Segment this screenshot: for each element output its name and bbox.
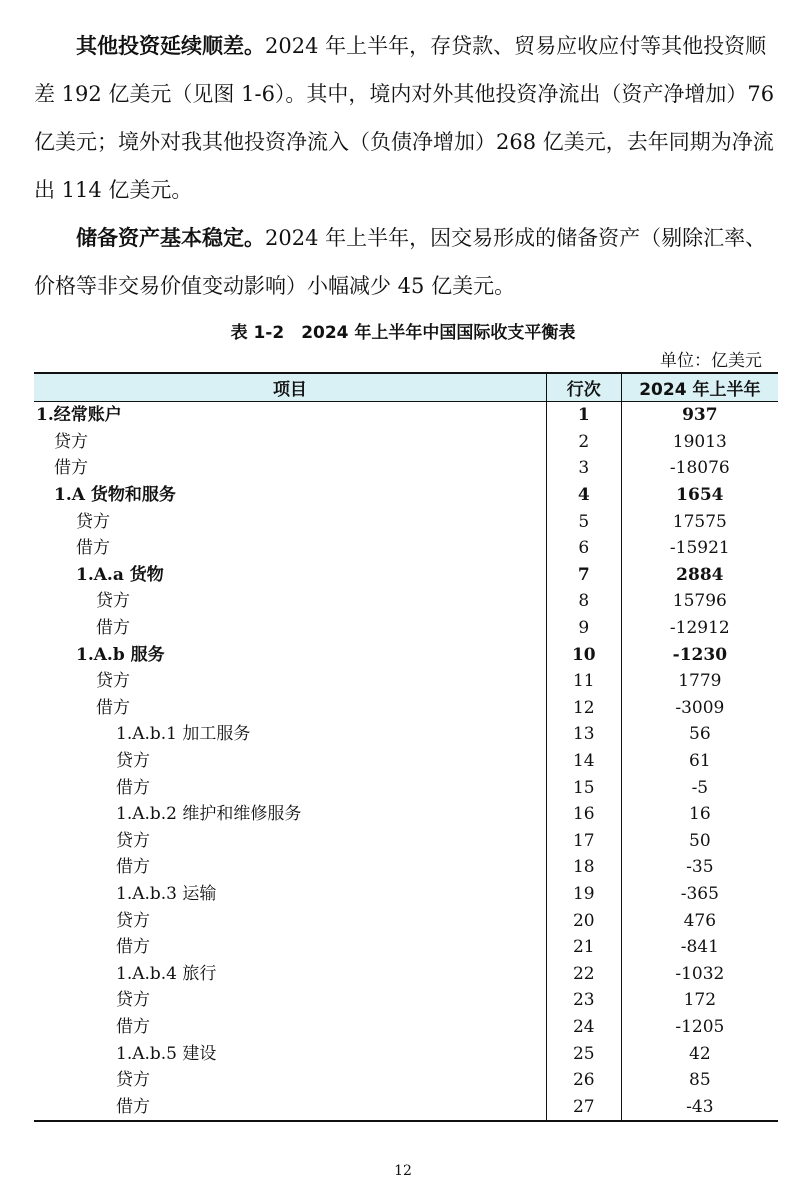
row-value: -1230 <box>621 641 778 668</box>
table-row <box>34 429 778 456</box>
table-row <box>34 1067 778 1094</box>
row-item-label: 1.A.b.2 维护和维修服务 <box>116 804 302 825</box>
row-item-label: 借方 <box>76 538 110 559</box>
row-number: 13 <box>546 721 621 748</box>
row-number: 25 <box>546 1040 621 1067</box>
paragraph-reserve-assets <box>34 214 778 310</box>
table-row <box>34 960 778 987</box>
row-number: 4 <box>546 482 621 509</box>
row-item-label: 贷方 <box>96 671 130 692</box>
row-value: 19013 <box>621 429 778 456</box>
row-item-label: 1.经常账户 <box>36 405 122 426</box>
row-number: 17 <box>546 828 621 855</box>
row-number: 19 <box>546 881 621 908</box>
table-row <box>34 588 778 615</box>
table-row <box>34 907 778 934</box>
row-number: 27 <box>546 1093 621 1121</box>
table-row <box>34 854 778 881</box>
row-number: 22 <box>546 960 621 987</box>
row-number: 1 <box>546 402 621 429</box>
row-value: 2884 <box>621 562 778 589</box>
row-number: 21 <box>546 934 621 961</box>
paragraph-other-investment <box>34 22 778 214</box>
table-row <box>34 987 778 1014</box>
row-number: 7 <box>546 562 621 589</box>
row-item-label: 贷方 <box>54 431 88 452</box>
table-row <box>34 1040 778 1067</box>
row-value: -1032 <box>621 960 778 987</box>
table-header-row <box>34 373 778 402</box>
row-number: 20 <box>546 907 621 934</box>
row-item-label: 1.A.a 货物 <box>76 564 164 585</box>
table-row <box>34 508 778 535</box>
row-number: 11 <box>546 668 621 695</box>
table-row <box>34 1014 778 1041</box>
row-number: 2 <box>546 429 621 456</box>
table-row <box>34 562 778 589</box>
row-value: 50 <box>621 828 778 855</box>
row-value: 15796 <box>621 588 778 615</box>
row-item-label: 借方 <box>54 458 88 479</box>
table-row <box>34 615 778 642</box>
header-row-number: 行次 <box>546 373 621 402</box>
table-row <box>34 641 778 668</box>
row-value: -1205 <box>621 1014 778 1041</box>
header-value: 2024 年上半年 <box>621 373 778 402</box>
row-number: 23 <box>546 987 621 1014</box>
table-row <box>34 828 778 855</box>
row-item-label: 1.A 货物和服务 <box>54 485 176 506</box>
table-body <box>34 402 778 1122</box>
table-unit: 单位：亿美元 <box>660 351 762 371</box>
table-caption: 表 1-2 2024 年上半年中国国际收支平衡表 <box>230 323 576 343</box>
row-number: 9 <box>546 615 621 642</box>
paragraph-lead: 其他投资延续顺差。 <box>76 33 265 58</box>
row-value: -3009 <box>621 695 778 722</box>
row-number: 16 <box>546 801 621 828</box>
row-number: 3 <box>546 455 621 482</box>
row-number: 14 <box>546 748 621 775</box>
row-item-label: 借方 <box>34 1093 546 1121</box>
table-row <box>34 535 778 562</box>
row-number: 6 <box>546 535 621 562</box>
table-row <box>34 801 778 828</box>
row-value: 56 <box>621 721 778 748</box>
row-value: 1654 <box>621 482 778 509</box>
table-row <box>34 934 778 961</box>
table-row <box>34 748 778 775</box>
page-number: 12 <box>394 1163 412 1179</box>
row-value: -15921 <box>621 535 778 562</box>
table-row <box>34 695 778 722</box>
row-value: -18076 <box>621 455 778 482</box>
row-item-label: 借方 <box>116 937 150 958</box>
row-item-label: 1.A.b.4 旅行 <box>116 963 217 984</box>
row-item-label: 借方 <box>116 857 150 878</box>
row-item-label: 1.A.b 服务 <box>76 644 165 665</box>
row-value: 85 <box>621 1067 778 1094</box>
row-value: 16 <box>621 801 778 828</box>
row-number: 10 <box>546 641 621 668</box>
row-item-label: 贷方 <box>116 910 150 931</box>
table-row <box>34 482 778 509</box>
table-row <box>34 1093 778 1121</box>
table-row <box>34 402 778 429</box>
row-number: 5 <box>546 508 621 535</box>
row-item-label: 1.A.b.1 加工服务 <box>116 724 251 745</box>
row-number: 26 <box>546 1067 621 1094</box>
paragraph-body: 2024 年上半年，存贷款、贸易应收应付等其他投资顺差 192 亿美元（见图 1-6）。其中，境内对外其他投资净流出（资产净增加）76 亿美元；境外对我其他投资净流入（负债净增加）268 亿美元，去年同期为净流出 114 亿美元。 <box>34 34 775 202</box>
row-item-label: 借方 <box>96 618 130 639</box>
row-number: 12 <box>546 695 621 722</box>
table-row <box>34 668 778 695</box>
row-item-label: 借方 <box>116 1016 150 1037</box>
row-value: -12912 <box>621 615 778 642</box>
row-value: 17575 <box>621 508 778 535</box>
row-value: 1779 <box>621 668 778 695</box>
row-value: 42 <box>621 1040 778 1067</box>
row-value: 476 <box>621 907 778 934</box>
row-value: 172 <box>621 987 778 1014</box>
row-value: -5 <box>621 774 778 801</box>
row-value: -35 <box>621 854 778 881</box>
row-item-label: 1.A.b.5 建设 <box>116 1043 217 1064</box>
row-item-label: 借方 <box>96 697 130 718</box>
row-value: -841 <box>621 934 778 961</box>
row-item-label: 贷方 <box>116 1070 150 1091</box>
row-number: 18 <box>546 854 621 881</box>
row-item-label: 贷方 <box>76 511 110 532</box>
row-number: 8 <box>546 588 621 615</box>
row-item-label: 贷方 <box>116 990 150 1011</box>
row-item-label: 贷方 <box>96 591 130 612</box>
table-row <box>34 721 778 748</box>
row-item-label: 1.A.b.3 运输 <box>116 883 217 904</box>
row-value: 61 <box>621 748 778 775</box>
row-value: 937 <box>621 402 778 429</box>
row-number: 15 <box>546 774 621 801</box>
row-value: -365 <box>621 881 778 908</box>
row-number: 24 <box>546 1014 621 1041</box>
row-value: -43 <box>621 1093 778 1121</box>
row-item-label: 借方 <box>116 777 150 798</box>
balance-of-payments-table <box>34 372 778 1122</box>
table-row <box>34 881 778 908</box>
table-row <box>34 455 778 482</box>
table-row <box>34 774 778 801</box>
row-item-label: 贷方 <box>116 830 150 851</box>
row-item-label: 贷方 <box>116 751 150 772</box>
paragraph-lead: 储备资产基本稳定。 <box>76 225 265 250</box>
paragraph-body: 2024 年上半年，因交易形成的储备资产（剔除汇率、价格等非交易价值变动影响）小幅减少 45 亿美元。 <box>34 226 767 298</box>
header-item: 项目 <box>34 373 546 402</box>
